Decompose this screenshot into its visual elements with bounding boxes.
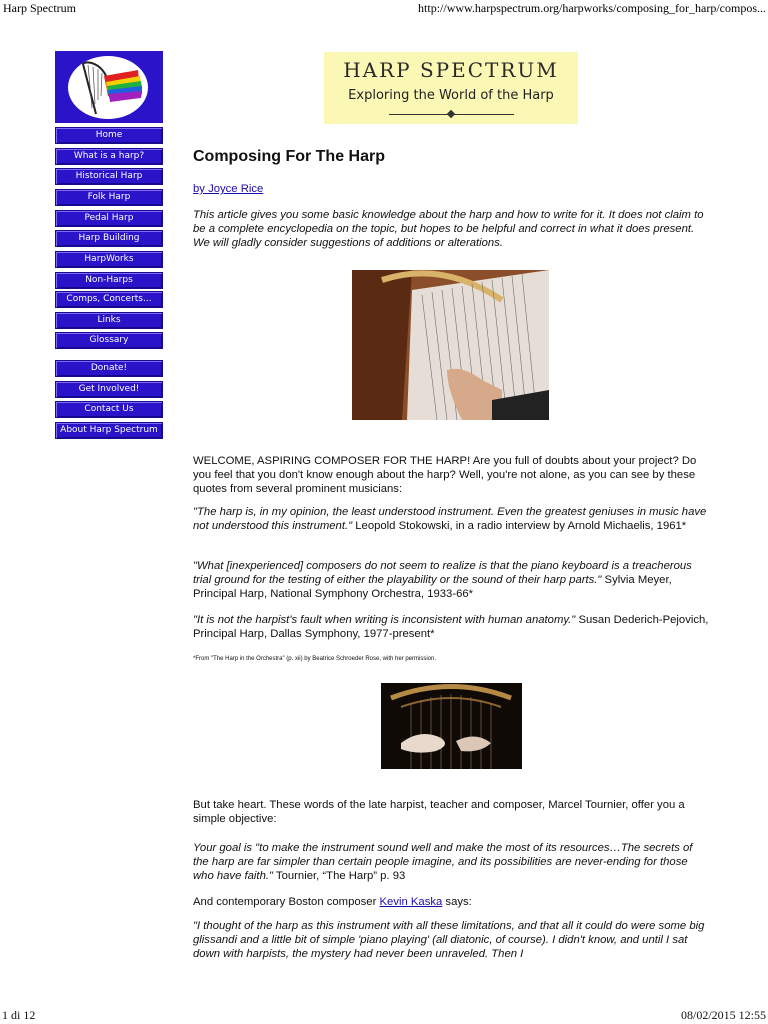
nav-about-harp-spectrum[interactable]: About Harp Spectrum bbox=[55, 422, 163, 439]
quote-kaska bbox=[193, 920, 710, 962]
quote-dederich-attribution: Susan Dederich-Pejovich, Principal Harp, Dallas Symphony, 1977-present* bbox=[193, 614, 709, 640]
intro-paragraph bbox=[193, 209, 710, 251]
take-heart-paragraph: But take heart. These words of the late harpist, teacher and composer, Marcel Tournier, offer you a simple objective: bbox=[193, 799, 685, 825]
banner-subtitle: Exploring the World of the Harp bbox=[348, 88, 554, 103]
quote-dederich bbox=[193, 614, 710, 642]
quote-meyer-text: "What [inexperienced] composers do not seem to realize is that the piano keyboard is a treacherous trial ground for the testing of either the playability or the sound of their harp parts." bbox=[193, 560, 692, 586]
nav-pedal-harp[interactable]: Pedal Harp bbox=[55, 210, 163, 227]
site-logo[interactable] bbox=[55, 51, 163, 123]
footnote: *From "The Harp in the Orchestra" (p. xii) by Beatrice Schroeder Rose, with her permission. bbox=[193, 656, 437, 662]
print-page-title: Harp Spectrum bbox=[3, 1, 76, 15]
quote-meyer-attribution: Sylvia Meyer, Principal Harp, National Symphony Orchestra, 1933-66* bbox=[193, 573, 672, 600]
site-banner bbox=[324, 52, 578, 124]
nav-harpworks[interactable]: HarpWorks bbox=[55, 251, 163, 268]
harp-photo-hands bbox=[381, 683, 522, 769]
print-footer bbox=[0, 1006, 768, 1024]
quote-tournier-attribution: Tournier, “The Harp” p. 93 bbox=[273, 869, 406, 882]
quote-meyer bbox=[193, 560, 710, 602]
nav-links[interactable]: Links bbox=[55, 312, 163, 329]
nav-harp-building[interactable]: Harp Building bbox=[55, 230, 163, 247]
nav-folk-harp[interactable]: Folk Harp bbox=[55, 189, 163, 206]
nav-comps-concerts[interactable]: Comps, Concerts... bbox=[55, 291, 163, 308]
byline bbox=[193, 183, 263, 195]
boston-text-post: says: bbox=[442, 896, 472, 908]
banner-title: HARP SPECTRUM bbox=[343, 58, 559, 82]
harp-photo-hand bbox=[352, 270, 549, 420]
print-page-number: 1 di 12 bbox=[2, 1008, 36, 1022]
nav-donate[interactable]: Donate! bbox=[55, 360, 163, 377]
quote-kaska-text: "I thought of the harp as this instrument with all these limitations, and that all it could do were some big glissandi and a little bit of simple 'piano playing' (all diatonic, of course). I didn't know, and until I sat down with harpists, the mystery had never been unraveled. Then I bbox=[193, 920, 705, 960]
quote-tournier bbox=[193, 842, 710, 884]
banner-ornament bbox=[447, 110, 455, 118]
boston-paragraph bbox=[193, 896, 710, 910]
harp-rainbow-icon bbox=[68, 56, 148, 119]
nav-get-involved[interactable]: Get Involved! bbox=[55, 381, 163, 398]
primary-nav bbox=[55, 127, 163, 293]
author-link[interactable]: by Joyce Rice bbox=[193, 183, 264, 195]
tertiary-nav bbox=[55, 360, 163, 443]
quote-stokowski-attribution: Leopold Stokowski, in a radio interview by Arnold Michaelis, 1961* bbox=[352, 519, 687, 532]
quote-stokowski-text: "The harp is, in my opinion, the least understood instrument. Even the greatest geniuses in music have not understood this instrument." bbox=[193, 506, 707, 532]
nav-non-harps[interactable]: Non-Harps bbox=[55, 272, 163, 289]
intro-text: This article gives you some basic knowledge about the harp and how to write for it. It does not claim to be a complete encyclopedia on the topic, but hopes to be helpful and correct in what it does present. We will gladly consider suggestions of additions or alterations. bbox=[193, 209, 704, 249]
nav-what-is-a-harp[interactable]: What is a harp? bbox=[55, 148, 163, 165]
secondary-nav bbox=[55, 291, 163, 353]
boston-text-pre: And contemporary Boston composer bbox=[193, 896, 380, 908]
quote-dederich-text: "It is not the harpist's fault when writing is inconsistent with human anatomy." bbox=[193, 614, 576, 626]
nav-contact-us[interactable]: Contact Us bbox=[55, 401, 163, 418]
welcome-paragraph: WELCOME, ASPIRING COMPOSER FOR THE HARP! Are you full of doubts about your project? Do you feel that you don't know enough about the harp? Well, you're not alone, as you can see by these quotes from several prominent musicians: bbox=[193, 455, 697, 495]
quote-tournier-text: Your goal is "to make the instrument sound well and make the most of its resources…The secrets of the harp are far simpler than certain people imagine, and its possibilities are never-ending for those who have faith." bbox=[193, 842, 693, 882]
print-datetime: 08/02/2015 12:55 bbox=[680, 1008, 766, 1022]
article-title: Composing For The Harp bbox=[193, 148, 385, 165]
nav-home[interactable]: Home bbox=[55, 127, 163, 144]
print-url: http://www.harpspectrum.org/harpworks/composing_for_harp/compos... bbox=[418, 1, 766, 15]
nav-glossary[interactable]: Glossary bbox=[55, 332, 163, 349]
kevin-kaska-link[interactable]: Kevin Kaska bbox=[379, 896, 443, 908]
print-header bbox=[0, 0, 768, 16]
quote-stokowski bbox=[193, 506, 710, 534]
nav-historical-harp[interactable]: Historical Harp bbox=[55, 168, 163, 185]
